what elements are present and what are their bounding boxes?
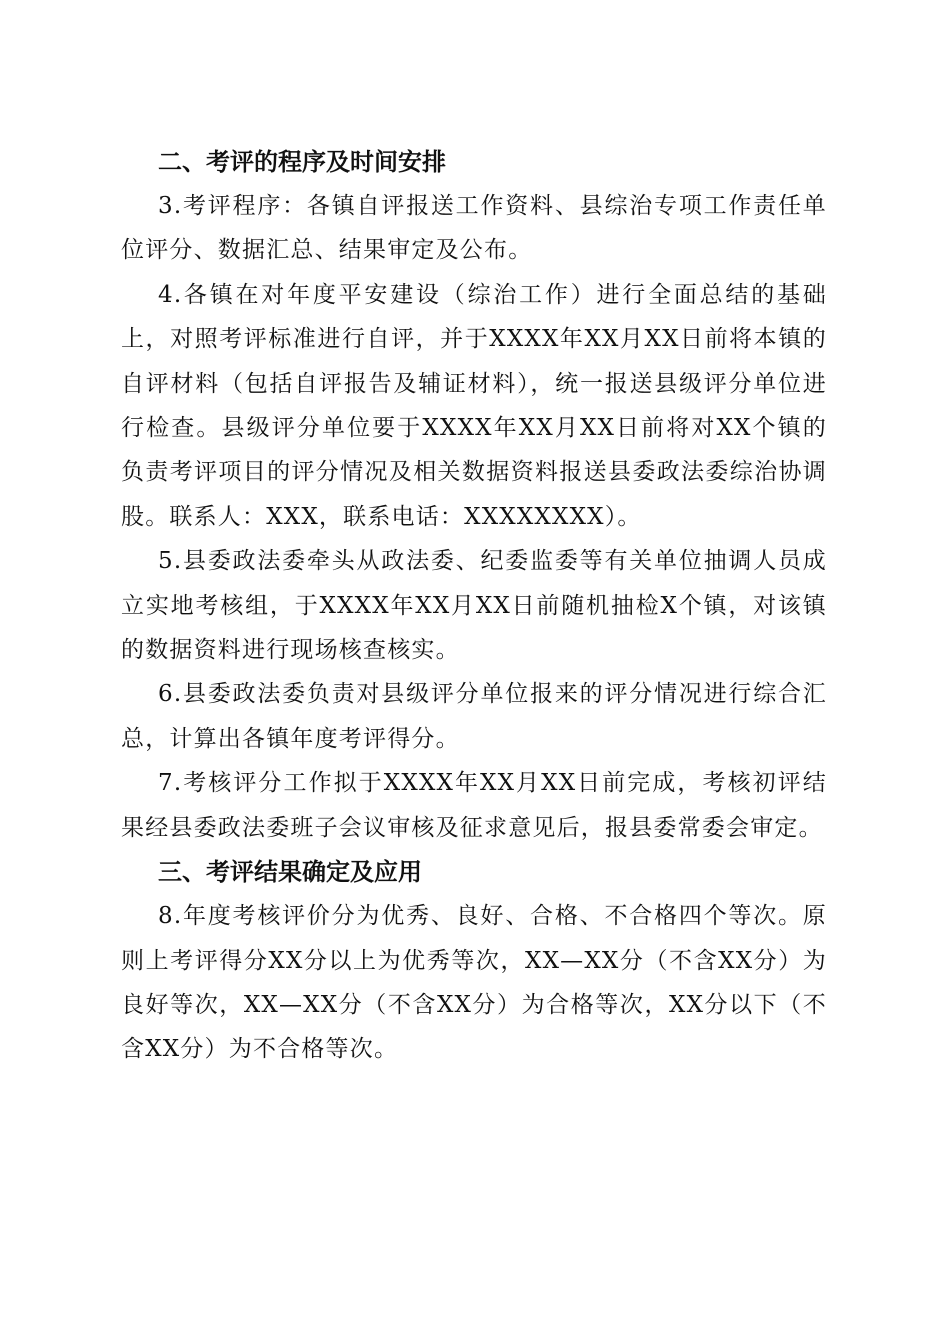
section-heading-procedure: 二、考评的程序及时间安排 [158,148,446,176]
paragraph-6: 6.县委政法委负责对县级评分单位报来的评分情况进行综合汇总，计算出各镇年度考评得分。 [121,681,827,752]
paragraph-5: 5.县委政法委牵头从政法委、纪委监委等有关单位抽调人员成立实地考核组，于XXXX年XX月XX日前随机抽检X个镇，对该镇的数据资料进行现场核查核实。 [121,548,827,664]
paragraph-3: 3.考评程序：各镇自评报送工作资料、县综治专项工作责任单位评分、数据汇总、结果审定及公布。 [121,193,827,264]
paragraph-4: 4.各镇在对年度平安建设（综治工作）进行全面总结的基础上，对照考评标准进行自评，并于XXXX年XX月XX日前将本镇的自评材料（包括自评报告及辅证材料），统一报送县级评分单位进行检查。县级评分单位要于XXXX年XX月XX日前将对XX个镇的负责考评项目的评分情况及相关数据资料报送县委政法委综治协调股。联系人：XXX，联系电话：XXXXXXXX）。 [121,281,827,530]
section-heading-results: 三、考评结果确定及应用 [158,858,422,887]
document-page [121,140,827,1072]
paragraph-7: 7.考核评分工作拟于XXXX年XX月XX日前完成，考核初评结果经县委政法委班子会议审核及征求意见后，报县委常委会审定。 [121,770,827,841]
paragraph-8: 8.年度考核评价分为优秀、良好、合格、不合格四个等次。原则上考评得分XX分以上为优秀等次，XX—XX分（不含XX分）为良好等次，XX—XX分（不含XX分）为合格等次，XX分以下（不含XX分）为不合格等次。 [121,903,827,1063]
